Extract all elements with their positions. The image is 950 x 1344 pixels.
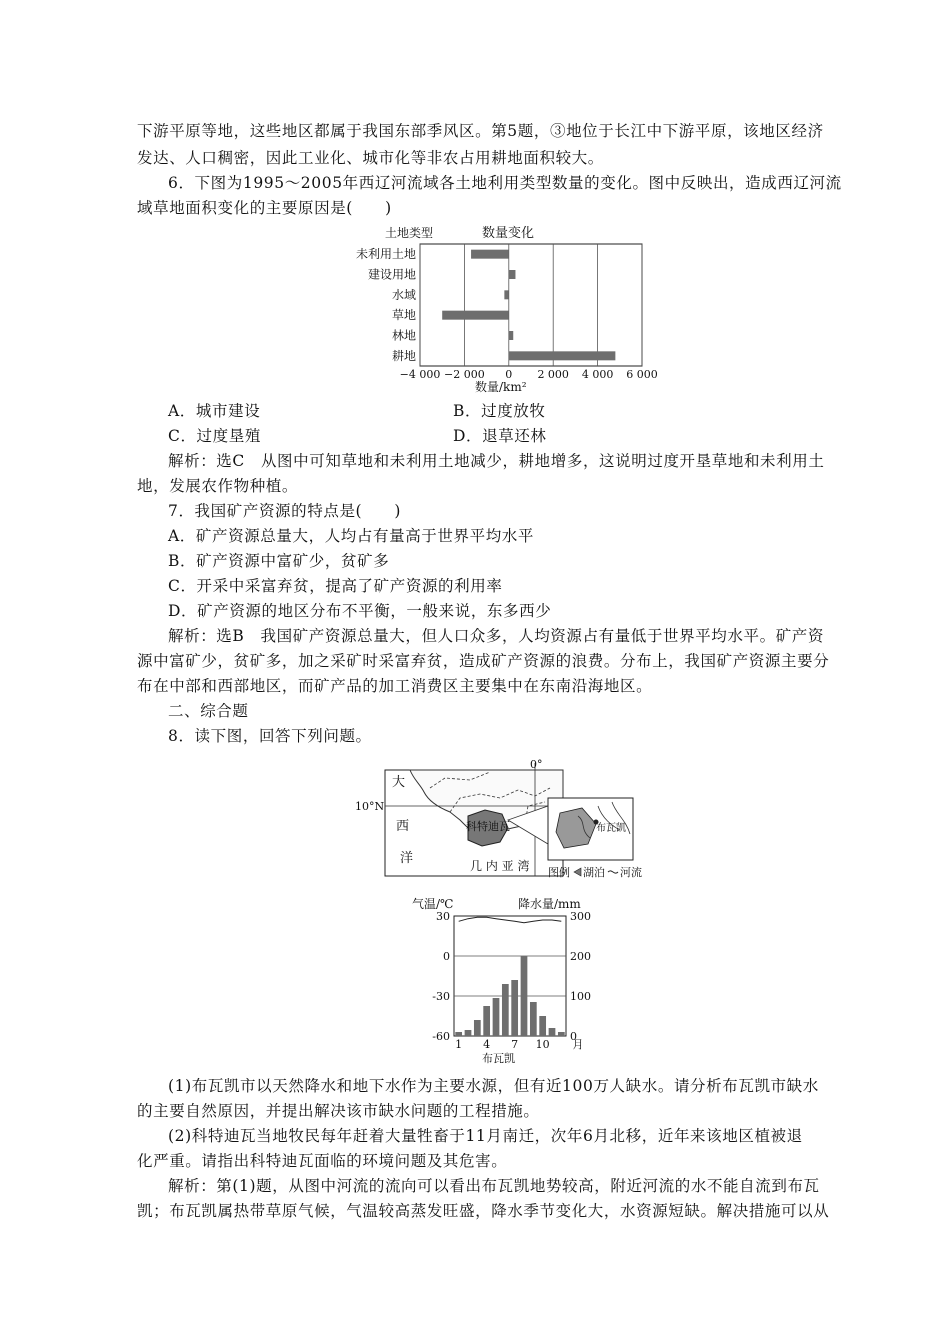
plot-frame: [420, 244, 642, 366]
month-tick-label: 月: [572, 1038, 584, 1051]
x-tick-label: −2 000: [444, 368, 485, 381]
option-c: C．开采中采富弃贫，提高了矿产资源的利用率: [168, 577, 503, 595]
question-6: 6．下图为1995～2005年西辽河流域各土地利用类型数量的变化。图中反映出，造成西辽河流: [168, 174, 842, 192]
right-axis-label: 降水量/mm: [518, 897, 581, 911]
section-heading: 二、综合题: [168, 702, 249, 720]
month-tick-label: 7: [511, 1038, 519, 1051]
answer-7: 解析：选B 我国矿产资源总量大，但人口众多，人均资源占有量低于世界平均水平。矿产资: [168, 627, 824, 645]
right-tick-label: 200: [570, 950, 591, 963]
category-label: 水域: [391, 287, 416, 302]
answer-7-cont: 布在中部和西部地区，而矿产品的加工消费区主要集中在东南沿海地区。: [137, 677, 653, 695]
bar: [442, 311, 509, 320]
map-legend: 图例: [548, 866, 570, 879]
cote-divoire-map: [350, 758, 650, 884]
river-legend-icon: [608, 871, 618, 873]
option-c: C．过度垦殖: [168, 427, 261, 445]
bar: [504, 290, 508, 299]
option-a: A．城市建设: [168, 402, 261, 420]
question-6-cont: 域草地面积变化的主要原因是( ): [137, 199, 392, 217]
x-tick-label: 4 000: [581, 368, 614, 381]
right-tick-label: 100: [570, 990, 591, 1003]
map-city-label: 布瓦凯: [596, 823, 626, 834]
question-8: 8．读下图，回答下列问题。: [168, 727, 372, 745]
precipitation-bar: [539, 1016, 546, 1036]
question-8-1-cont: 的主要自然原因，并提出解决该市缺水问题的工程措施。: [137, 1102, 540, 1120]
bar: [509, 331, 513, 340]
precipitation-bar: [465, 1030, 472, 1036]
question-8-2-cont: 化严重。请指出科特迪瓦面临的环境问题及其危害。: [137, 1152, 508, 1170]
option-b: B．矿产资源中富矿少，贫矿多: [168, 552, 390, 570]
x-tick-label: 6 000: [626, 368, 658, 381]
precipitation-bar: [502, 984, 509, 1036]
left-tick-label: 0: [443, 950, 450, 963]
answer-6-cont: 地，发展农作物种植。: [137, 477, 299, 495]
precipitation-bar: [483, 1006, 490, 1036]
option-a: A．矿产资源总量大，人均占有量高于世界平均水平: [168, 527, 534, 545]
precipitation-bar: [521, 956, 528, 1036]
map-country-label: 科特迪瓦: [466, 820, 510, 833]
option-d: D．退草还林: [453, 427, 547, 445]
land-use-bar-chart: [340, 222, 670, 394]
category-label: 草地: [391, 308, 416, 323]
precipitation-bar: [455, 1032, 462, 1036]
right-tick-label: 300: [570, 910, 591, 923]
month-tick-label: 1: [455, 1038, 463, 1051]
bar: [471, 250, 509, 259]
category-label: 未利用土地: [355, 247, 416, 262]
x-tick-label: 2 000: [537, 368, 569, 381]
precipitation-bar: [493, 998, 500, 1036]
month-tick-label: 4: [483, 1038, 491, 1051]
option-b: B．过度放牧: [453, 402, 546, 420]
x-tick-label: 0: [505, 368, 513, 381]
category-label: 林地: [391, 328, 416, 343]
answer-8-cont: 凯；布瓦凯属热带草原气候，气温较高蒸发旺盛，降水季节变化大，水资源短缺。解决措施可以从: [137, 1202, 830, 1220]
left-tick-label: 30: [436, 910, 450, 923]
temperature-line: [459, 917, 562, 922]
category-label: 耕地: [391, 348, 416, 363]
map-label: 西: [396, 819, 410, 834]
lake-legend-icon: [574, 868, 581, 876]
map-label: 洋: [400, 851, 414, 866]
left-tick-label: -60: [432, 1030, 450, 1043]
chart-x-axis-label: 数量/km²: [475, 380, 527, 394]
bar: [509, 270, 516, 279]
text-line: 下游平原等地，这些地区都属于我国东部季风区。第5题，③地位于长江中下游平原，该地区经济: [137, 122, 824, 140]
map-longitude-label: 0°: [530, 758, 543, 771]
map-label: 大: [392, 775, 406, 790]
left-tick-label: -30: [432, 990, 450, 1003]
precipitation-bar: [474, 1020, 481, 1036]
right-tick-label: 0: [570, 1030, 577, 1043]
question-8-2: (2)科特迪瓦当地牧民每年赶着大量牲畜于11月南迁，次年6月北移，近年来该地区植被退: [168, 1127, 803, 1145]
map-gulf-label: 几 内 亚 湾: [470, 859, 530, 873]
precipitation-bar: [549, 1028, 556, 1036]
precipitation-bar: [511, 980, 518, 1036]
text-line: 发达、人口稠密，因此工业化、城市化等非农占用耕地面积较大。: [137, 149, 604, 167]
station-label: 布瓦凯: [482, 1052, 515, 1064]
category-label: 建设用地: [367, 267, 416, 282]
answer-8: 解析：第(1)题，从图中河流的流向可以看出布瓦凯地势较高，附近河流的水不能自流到布瓦: [168, 1177, 820, 1195]
x-tick-label: −4 000: [399, 368, 441, 381]
chart-title: 数量变化: [482, 226, 535, 241]
answer-6: 解析：选C 从图中可知草地和未利用土地减少，耕地增多，这说明过度开垦草地和未利用土: [168, 452, 825, 470]
chart-category-header: 土地类型: [385, 226, 434, 240]
climate-chart: [412, 894, 612, 1064]
bar: [509, 351, 616, 360]
precipitation-bar: [558, 1032, 565, 1036]
map-latitude-label: 10°N: [355, 800, 385, 813]
left-axis-label: 气温/℃: [412, 897, 454, 911]
question-7: 7．我国矿产资源的特点是( ): [168, 502, 402, 520]
month-tick-label: 10: [535, 1038, 550, 1051]
map-legend-lake: 湖泊: [583, 866, 605, 879]
precipitation-bar: [530, 1002, 537, 1036]
map-legend-river: 河流: [620, 866, 642, 879]
answer-7-cont: 源中富矿少，贫矿多，加之采矿时采富弃贫，造成矿产资源的浪费。分布上，我国矿产资源主要分: [137, 652, 830, 670]
option-d: D．矿产资源的地区分布不平衡，一般来说，东多西少: [168, 602, 552, 620]
question-8-1: (1)布瓦凯市以天然降水和地下水作为主要水源，但有近100万人缺水。请分析布瓦凯市缺水: [168, 1077, 819, 1095]
